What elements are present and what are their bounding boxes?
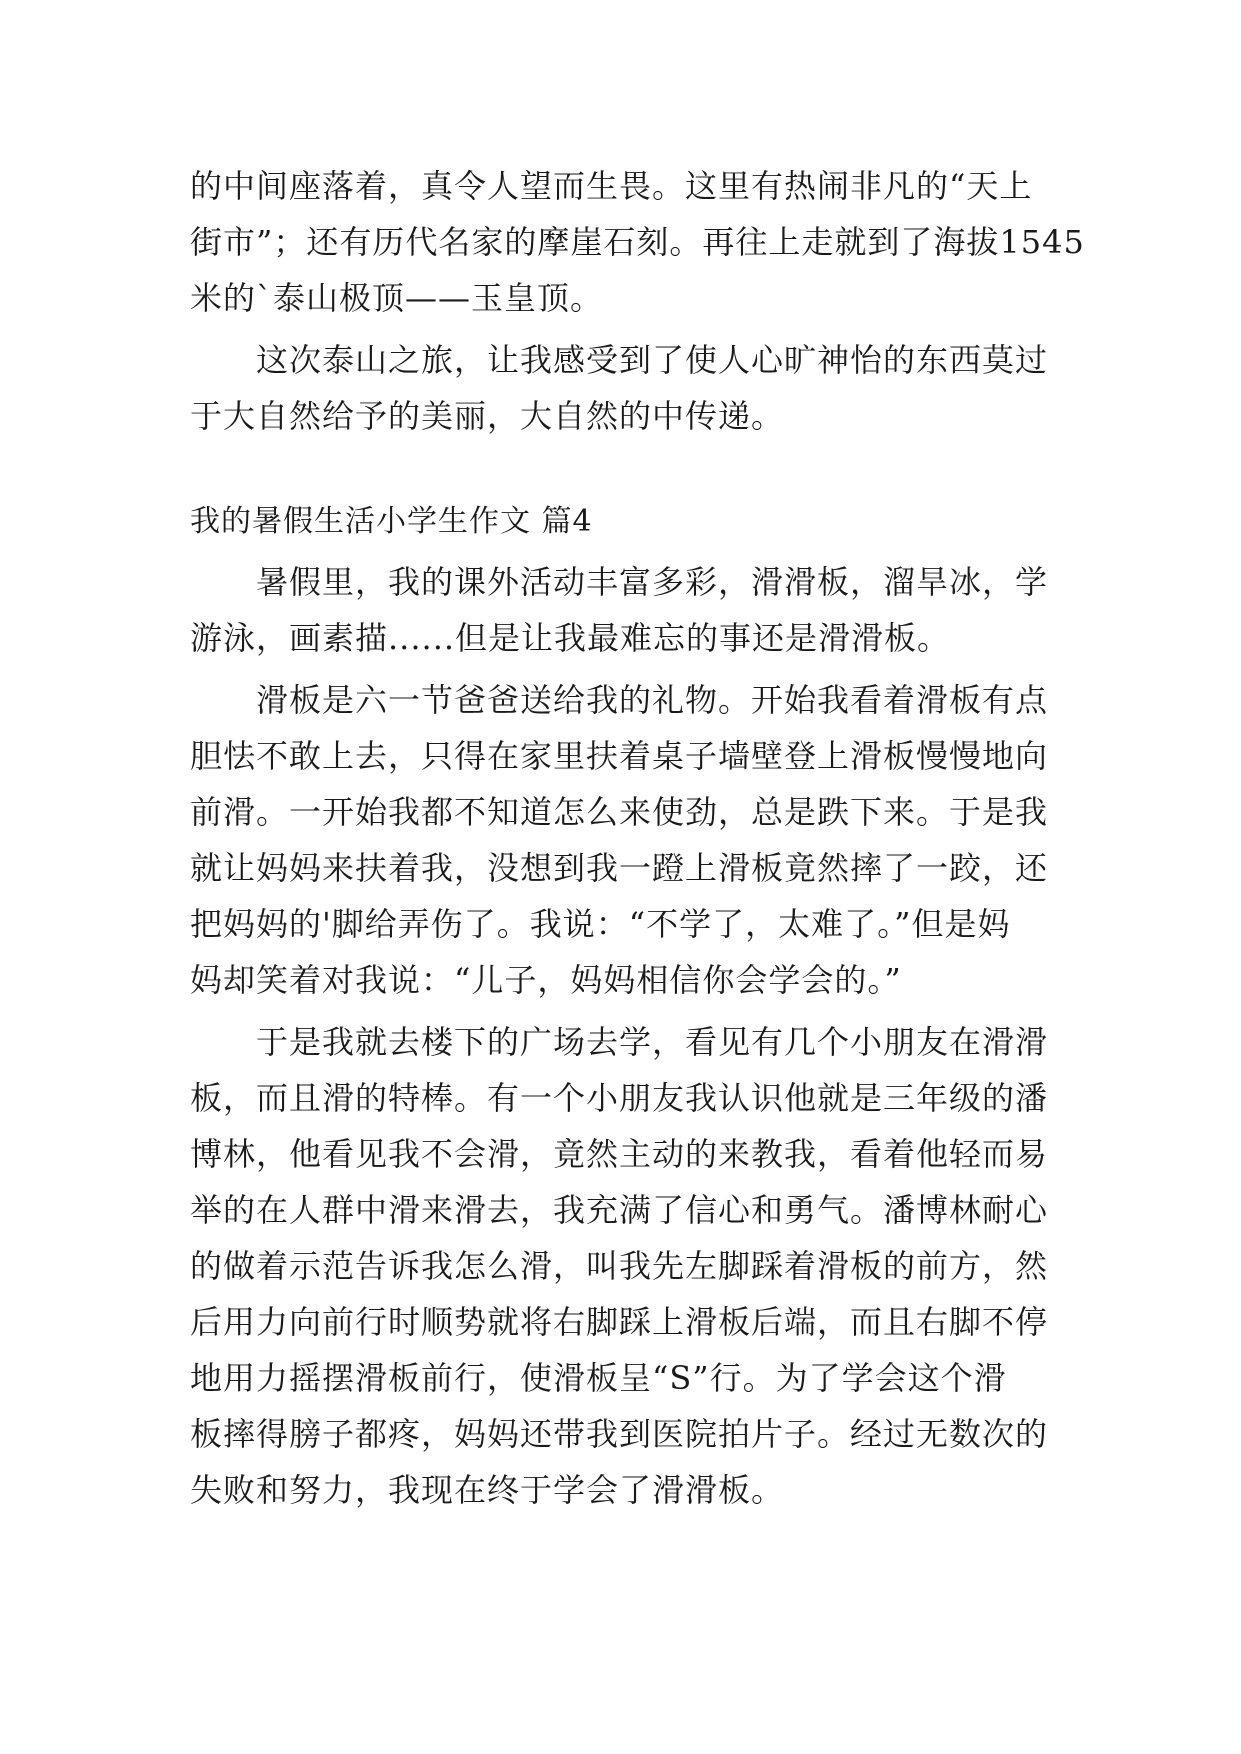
section-heading: 我的暑假生活小学生作文 篇4 <box>190 504 593 539</box>
text-line: 板摔得膀子都疼，妈妈还带我到医院拍片子。经过无数次的 <box>190 1415 1049 1453</box>
text-line: 的做着示范告诉我怎么滑，叫我先左脚踩着滑板的前方，然 <box>190 1247 1049 1285</box>
text-line: 滑板是六一节爸爸送给我的礼物。开始我看着滑板有点 <box>256 681 1049 719</box>
document-page <box>190 158 1085 1518</box>
paragraph-1 <box>190 554 1060 666</box>
text-line: 妈却笑着对我说：“儿子，妈妈相信你会学会的。” <box>190 961 902 999</box>
text-line: 街市”；还有历代名家的摩崖石刻。再往上走就到了海拔1545 <box>190 223 1085 261</box>
continuation-paragraph <box>190 158 1085 326</box>
text-line: 后用力向前行时顺势就将右脚踩上滑板后端，而且右脚不停 <box>190 1303 1049 1341</box>
text-line: 前滑。一开始我都不知道怎么来使劲，总是跌下来。于是我 <box>190 793 1049 831</box>
text-line: 地用力摇摆滑板前行，使滑板呈“S”行。为了学会这个滑 <box>190 1359 1007 1397</box>
text-line: 米的`泰山极顶——玉皇顶。 <box>190 279 604 317</box>
paragraph-3 <box>190 1014 1060 1518</box>
text-line: 板，而且滑的特棒。有一个小朋友我认识他就是三年级的潘 <box>190 1079 1049 1117</box>
text-line: 于是我就去楼下的广场去学，看见有几个小朋友在滑滑 <box>256 1023 1049 1061</box>
text-line: 的中间座落着，真令人望而生畏。这里有热闹非凡的“天上 <box>190 167 1033 205</box>
text-line: 举的在人群中滑来滑去，我充满了信心和勇气。潘博林耐心 <box>190 1191 1049 1229</box>
text-line: 就让妈妈来扶着我，没想到我一蹬上滑板竟然摔了一跤，还 <box>190 849 1049 887</box>
text-line: 于大自然给予的美丽，大自然的中传递。 <box>190 397 785 435</box>
text-line: 失败和努力，我现在终于学会了滑滑板。 <box>190 1471 785 1509</box>
paragraph-2 <box>190 672 1060 1008</box>
text-line: 暑假里，我的课外活动丰富多彩，滑滑板，溜旱冰，学 <box>256 563 1049 601</box>
text-line: 胆怯不敢上去，只得在家里扶着桌子墙壁登上滑板慢慢地向 <box>190 737 1049 775</box>
text-line: 博林，他看见我不会滑，竟然主动的来教我，看着他轻而易 <box>190 1135 1049 1173</box>
text-line: 把妈妈的'脚给弄伤了。我说：“不学了，太难了。”但是妈 <box>190 905 1011 943</box>
text-line: 这次泰山之旅，让我感受到了使人心旷神怡的东西莫过 <box>256 341 1049 379</box>
text-line: 游泳，画素描......但是让我最难忘的事还是滑滑板。 <box>190 619 951 657</box>
conclusion-paragraph <box>190 332 1060 444</box>
